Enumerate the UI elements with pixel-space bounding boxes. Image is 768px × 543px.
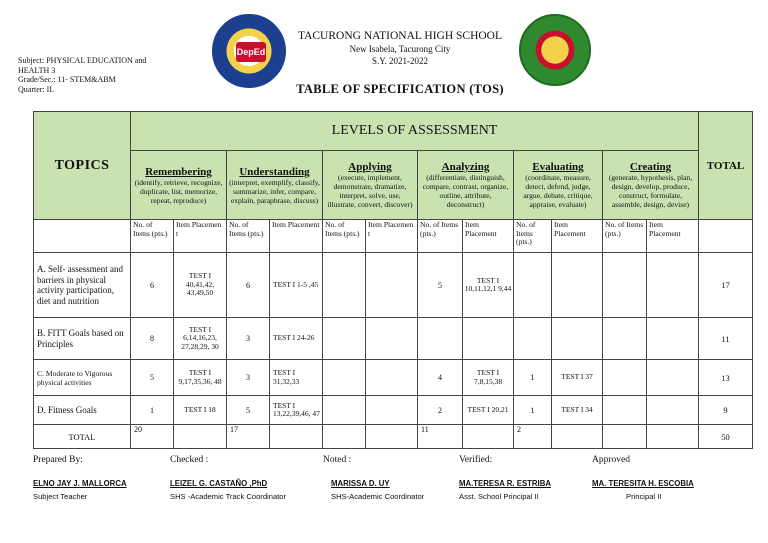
- blank-cell: [647, 425, 699, 449]
- category-remembering: [131, 151, 227, 220]
- evaluating-placement: TEST I 37: [552, 360, 603, 396]
- deped-logo-text: DepEd: [236, 42, 266, 62]
- category-name: Remembering: [145, 165, 212, 178]
- applying-placement: [366, 253, 418, 318]
- signatory-position: Subject Teacher: [33, 492, 88, 501]
- quarter: Quarter: II.: [18, 84, 54, 94]
- table-row: [34, 253, 753, 318]
- blank-cell: [366, 425, 418, 449]
- creating-placement: [647, 396, 699, 425]
- subject-line-2: HEALTH 3: [18, 65, 56, 75]
- topic-subheader-blank: [34, 220, 131, 253]
- grand-total: 50: [699, 425, 753, 449]
- understanding-items: 6: [227, 253, 270, 318]
- applying-items: [323, 396, 366, 425]
- creating-items: [603, 253, 647, 318]
- evaluating-items: 1: [514, 360, 552, 396]
- totals-row: [34, 425, 753, 449]
- signatory-name: LEIZEL G. CASTAÑO ,PhD: [170, 479, 268, 488]
- analyzing-placement: TEST I 20,21: [463, 396, 514, 425]
- category-desc: (generate, hypothesis, plan, design, develop, produce, construct, formulate, assemble, design, devise): [608, 173, 693, 209]
- row-total: 9: [699, 396, 753, 425]
- sub-header-items: No. of Items (pts.): [131, 220, 174, 253]
- remembering-items: 8: [131, 318, 174, 360]
- evaluating-placement: TEST I 34: [552, 396, 603, 425]
- signatory-name: MA. TERESITA H. ESCOBIA: [592, 479, 694, 488]
- totals-label: TOTAL: [34, 425, 131, 449]
- category-creating: [603, 151, 699, 220]
- row-total: 13: [699, 360, 753, 396]
- signatory-position: SHS -Academic Track Coordinator: [170, 492, 287, 501]
- category-name: Understanding: [239, 165, 310, 178]
- table-row: [34, 396, 753, 425]
- creating-placement: [647, 360, 699, 396]
- blank-cell: [552, 425, 603, 449]
- applying-items: [323, 253, 366, 318]
- category-name: Creating: [629, 161, 672, 173]
- city-seal-logo: [519, 14, 591, 86]
- noted-label: Noted :: [323, 455, 352, 465]
- verified-label: Verified:: [459, 455, 493, 465]
- understanding-items: 3: [227, 318, 270, 360]
- category-desc: (coordinate, measure, detect, defend, judge, argue, debate, critique, appraise, evaluate): [523, 173, 593, 209]
- analyzing-items: [418, 318, 463, 360]
- category-desc: (interpret, exemplify, classify, summarize, infer, compare, explain, paraphrase, discuss): [229, 177, 320, 205]
- category-name: Analyzing: [441, 161, 490, 173]
- signatory-position: Principal II: [626, 492, 662, 501]
- prepared-by-label: Prepared By:: [33, 455, 83, 465]
- creating-items: [603, 396, 647, 425]
- signatory-name: MARISSA D. UY: [331, 479, 390, 488]
- evaluating-placement: [552, 253, 603, 318]
- category-evaluating: [514, 151, 603, 220]
- total-subheader-blank: [699, 220, 753, 253]
- remembering-items: 5: [131, 360, 174, 396]
- deped-school-seal-logo: [212, 14, 286, 88]
- topic-cell: D. Fitness Goals: [34, 396, 131, 425]
- approved-label: Approved: [592, 455, 630, 465]
- tos-table: [33, 111, 753, 449]
- sub-header-placement: Item Placement: [463, 220, 514, 253]
- blank-cell: [270, 425, 323, 449]
- category-desc: (identify, retrieve, recognize, duplicate, list, memorize, repeat, reproduce): [134, 177, 223, 205]
- creating-items: [603, 318, 647, 360]
- evaluating-items: [514, 318, 552, 360]
- grade-section: Grade/Sec.: 11- STEM&ABM: [18, 75, 116, 84]
- creating-placement: [647, 318, 699, 360]
- analyzing-total: 11: [418, 425, 463, 449]
- applying-total: [323, 425, 366, 449]
- understanding-placement: TEST I 1-5 ,45: [270, 253, 323, 318]
- remembering-placement: TEST I 9,17,35,36, 48: [174, 360, 227, 396]
- blank-cell: [174, 425, 227, 449]
- sub-header-placement: Item Placement: [552, 220, 603, 253]
- row-total: 17: [699, 253, 753, 318]
- category-name: Evaluating: [532, 161, 584, 173]
- analyzing-placement: TEST I 7,8,15,38: [463, 360, 514, 396]
- remembering-placement: TEST I 6,14,16,23, 27,28,29, 30: [174, 318, 227, 360]
- sub-header-placement: Item Placemen t: [366, 220, 418, 253]
- levels-of-assessment-header: LEVELS OF ASSESSMENT: [131, 112, 699, 151]
- applying-placement: [366, 318, 418, 360]
- remembering-items: 1: [131, 396, 174, 425]
- sub-header-placement: Item Placement: [647, 220, 699, 253]
- subject-line-1: Subject: PHYSICAL EDUCATION and: [18, 56, 147, 65]
- remembering-placement: TEST I 18: [174, 396, 227, 425]
- analyzing-items: 4: [418, 360, 463, 396]
- sub-header-items: No. of Items (pts.): [418, 220, 463, 253]
- applying-placement: [366, 360, 418, 396]
- signatory-name: ELNO JAY J. MALLORCA: [33, 479, 127, 488]
- category-name: Applying: [348, 161, 392, 173]
- evaluating-total: 2: [514, 425, 552, 449]
- school-year: S.Y. 2021-2022: [371, 56, 429, 66]
- table-row: [34, 360, 753, 396]
- total-header: TOTAL: [699, 112, 753, 220]
- sub-header-items: No. of Items (pts.): [603, 220, 647, 253]
- topic-cell: B. FITT Goals based on Principles: [34, 318, 131, 360]
- table-row: [34, 318, 753, 360]
- evaluating-placement: [552, 318, 603, 360]
- evaluating-items: [514, 253, 552, 318]
- applying-items: [323, 360, 366, 396]
- creating-items: [603, 360, 647, 396]
- analyzing-items: 5: [418, 253, 463, 318]
- category-applying: [323, 151, 418, 220]
- understanding-placement: TEST I 24-26: [270, 318, 323, 360]
- category-desc: (execute, implement, demonstrate, dramatize, interpret, solve, use, illustrate, convert, discover): [327, 173, 413, 209]
- row-total: 11: [699, 318, 753, 360]
- document-title: TABLE OF SPECIFICATION (TOS): [296, 82, 504, 96]
- remembering-items: 6: [131, 253, 174, 318]
- sub-header-placement: Item Placement: [270, 220, 323, 253]
- creating-placement: [647, 253, 699, 318]
- school-address: New Isabela, Tacurong City: [349, 44, 451, 54]
- remembering-total: 20: [131, 425, 174, 449]
- analyzing-items: 2: [418, 396, 463, 425]
- sub-header-placement: Item Placemen t: [174, 220, 227, 253]
- signatory-name: MA.TERESA R. ESTRIBA: [459, 479, 551, 488]
- evaluating-items: 1: [514, 396, 552, 425]
- signatory-position: Asst. School Principal II: [459, 492, 539, 501]
- checked-label: Checked :: [170, 455, 209, 465]
- category-understanding: [227, 151, 323, 220]
- applying-items: [323, 318, 366, 360]
- category-analyzing: [418, 151, 514, 220]
- understanding-items: 5: [227, 396, 270, 425]
- sub-header-items: No. of Items (pts.): [514, 220, 552, 253]
- topic-cell: A. Self- assessment and barriers in physical activity participation, diet and nutrition: [34, 253, 131, 318]
- understanding-items: 3: [227, 360, 270, 396]
- understanding-placement: TEST I 13,22,39,46, 47: [270, 396, 323, 425]
- analyzing-placement: TEST I 10,11,12,1 9,44: [463, 253, 514, 318]
- signatory-position: SHS-Academic Coordinator: [331, 492, 425, 501]
- topic-cell: C. Moderate to Vigorous physical activities: [34, 360, 131, 396]
- analyzing-placement: [463, 318, 514, 360]
- category-desc: (differentiate, distinguish, compare, contrast, organize, outline, attribute, deconstruct): [422, 173, 509, 209]
- sub-header-items: No. of Items (pts.): [323, 220, 366, 253]
- blank-cell: [463, 425, 514, 449]
- understanding-total: 17: [227, 425, 270, 449]
- sub-header-items: No. of Items (pts.): [227, 220, 270, 253]
- understanding-placement: TEST I 31,32,33: [270, 360, 323, 396]
- topics-header: TOPICS: [34, 112, 131, 220]
- school-name: TACURONG NATIONAL HIGH SCHOOL: [297, 30, 503, 42]
- applying-placement: [366, 396, 418, 425]
- creating-total: [603, 425, 647, 449]
- remembering-placement: TEST I 40,41,42, 43,49,50: [174, 253, 227, 318]
